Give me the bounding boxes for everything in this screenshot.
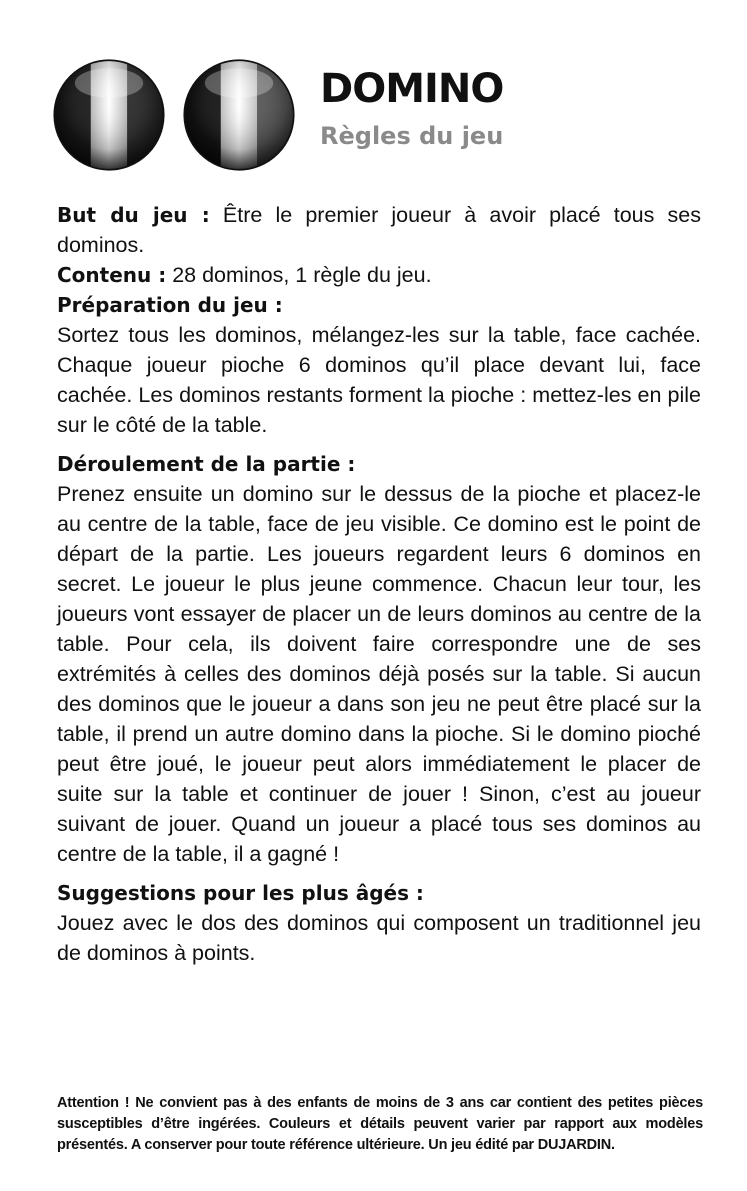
flag-ball-icon (182, 58, 296, 172)
header (52, 52, 702, 177)
flag-ball-icon (52, 58, 166, 172)
section-suggestions (57, 878, 701, 968)
section-text: Être le premier joueur à avoir placé tous ses dominos. (57, 203, 701, 257)
rules-content (57, 200, 701, 977)
page-title: DOMINO (320, 66, 504, 112)
section-heading: Déroulement de la partie : (57, 452, 356, 476)
section-heading: But du jeu : (57, 203, 210, 227)
page-subtitle: Règles du jeu (320, 122, 504, 150)
section-heading: Suggestions pour les plus âgés : (57, 881, 424, 905)
section-contenu (57, 260, 701, 290)
safety-notice: Attention ! Ne convient pas à des enfants de moins de 3 ans car contient des petites pièces susceptibles d’être ingérées. Couleurs et détails peuvent varier par rapport aux modèles présentés. A conserver pour toute référence ultérieure. Un jeu édité par DUJARDIN. (57, 1094, 703, 1153)
section-but (57, 200, 701, 260)
section-preparation (57, 290, 701, 440)
section-heading: Préparation du jeu : (57, 293, 283, 317)
section-text: 28 dominos, 1 règle du jeu. (172, 263, 432, 287)
section-text: Jouez avec le dos des dominos qui composent un traditionnel jeu de dominos à points. (57, 911, 701, 965)
section-heading: Contenu : (57, 263, 167, 287)
section-text: Prenez ensuite un domino sur le dessus de la pioche et placez-le au centre de la table, face de jeu visible. Ce domino est le point de départ de la partie. Les joueurs regardent leurs 6 dominos en secret. Le joueur le plus jeune commence. Chacun leur tour, les joueurs vont essayer de placer un de leurs dominos au centre de la table. Pour cela, ils doivent faire correspondre une de ses extrémités à celles des dominos déjà posés sur la table. Si aucun des dominos que le joueur a dans son jeu ne peut être placé sur la table, il prend un autre domino dans la pioche. Si le domino pioché peut être joué, le joueur peut alors immédiatement le placer de suite sur la table et continuer de jouer ! Sinon, c’est au joueur suivant de jouer. Quand un joueur a placé tous ses dominos au centre de la table, il a gagné ! (57, 482, 701, 866)
section-deroulement (57, 449, 701, 869)
section-text: Sortez tous les dominos, mélangez-les sur la table, face cachée. Chaque joueur pioche 6 dominos qu’il place devant lui, face cachée. Les dominos restants forment la pioche : mettez-les en pile sur le côté de la table. (57, 323, 701, 437)
